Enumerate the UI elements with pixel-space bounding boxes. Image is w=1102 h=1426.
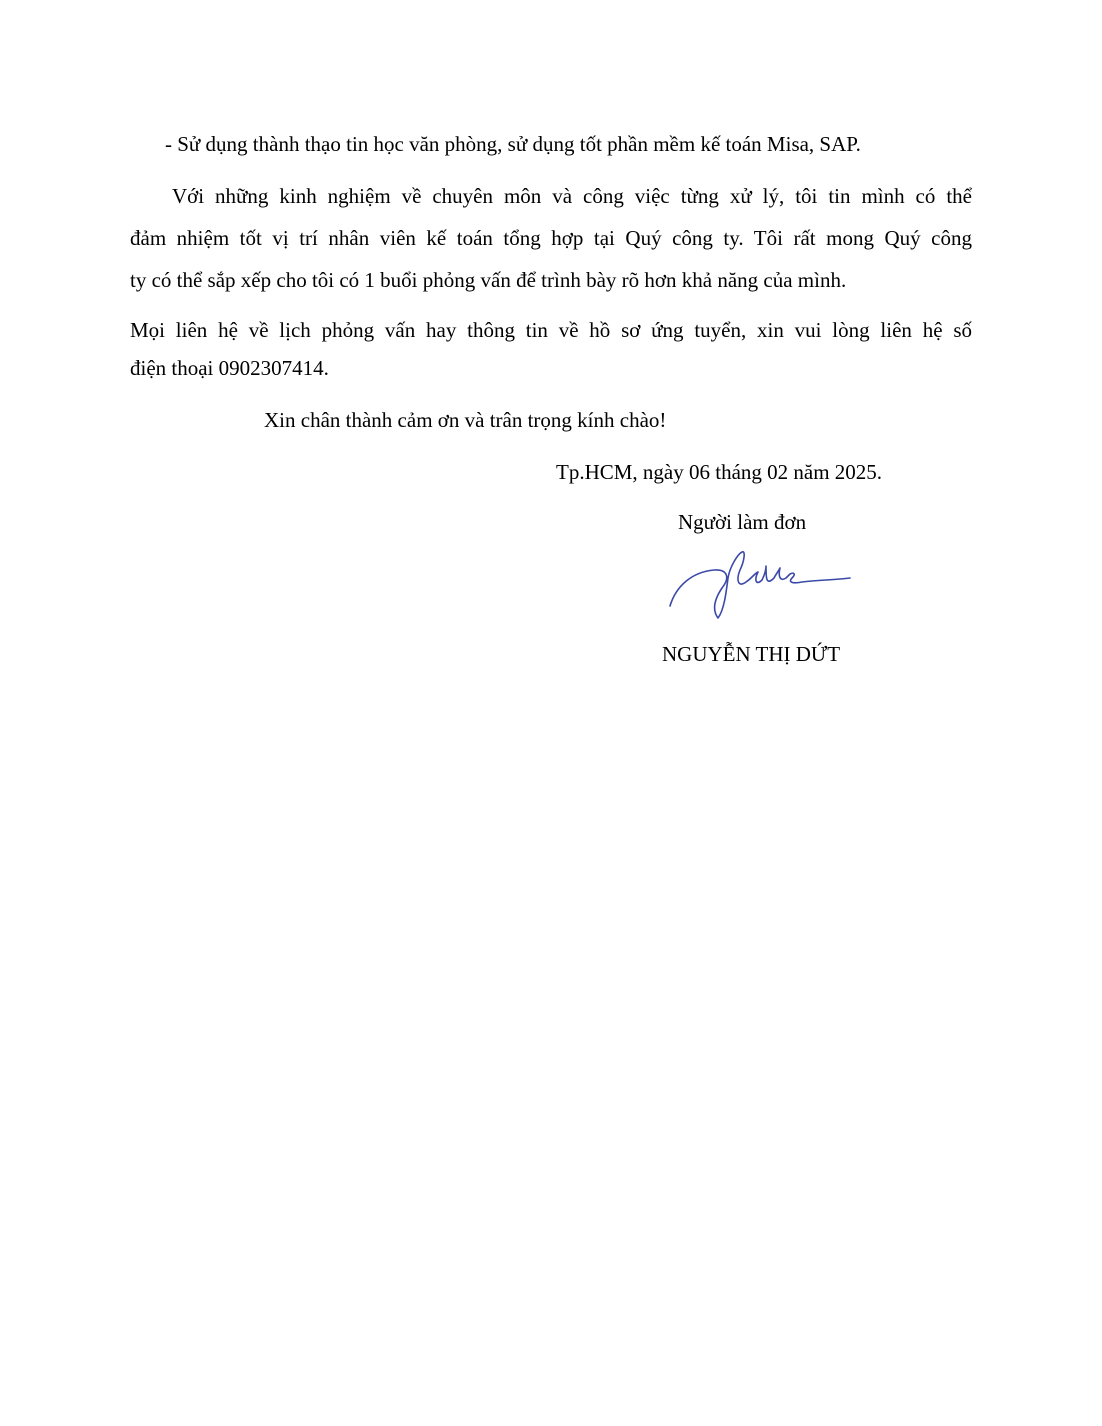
signer-name: NGUYỄN THỊ DỨT (662, 642, 841, 666)
date-line: Tp.HCM, ngày 06 tháng 02 năm 2025. (556, 460, 883, 484)
skill-line: - Sử dụng thành thạo tin học văn phòng, sử dụng tốt phần mềm kế toán Misa, SAP. (165, 132, 861, 156)
paragraph-1-line-2: đảm nhiệm tốt vị trí nhân viên kế toán tổng hợp tại Quý công ty. Tôi rất mong Quý công (130, 226, 972, 250)
signer-title: Người làm đơn (678, 510, 807, 534)
closing-line: Xin chân thành cảm ơn và trân trọng kính chào! (264, 408, 667, 432)
paragraph-1-line-3: ty có thể sắp xếp cho tôi có 1 buổi phỏng vấn để trình bày rõ hơn khả năng của mình. (130, 268, 847, 292)
paragraph-2-line-2: điện thoại 0902307414. (130, 356, 329, 380)
handwritten-signature (662, 548, 862, 630)
paragraph-1-line-1: Với những kinh nghiệm về chuyên môn và công việc từng xử lý, tôi tin mình có thể (172, 184, 972, 208)
paragraph-2-line-1: Mọi liên hệ về lịch phỏng vấn hay thông tin về hồ sơ ứng tuyển, xin vui lòng liên hệ số (130, 318, 972, 342)
